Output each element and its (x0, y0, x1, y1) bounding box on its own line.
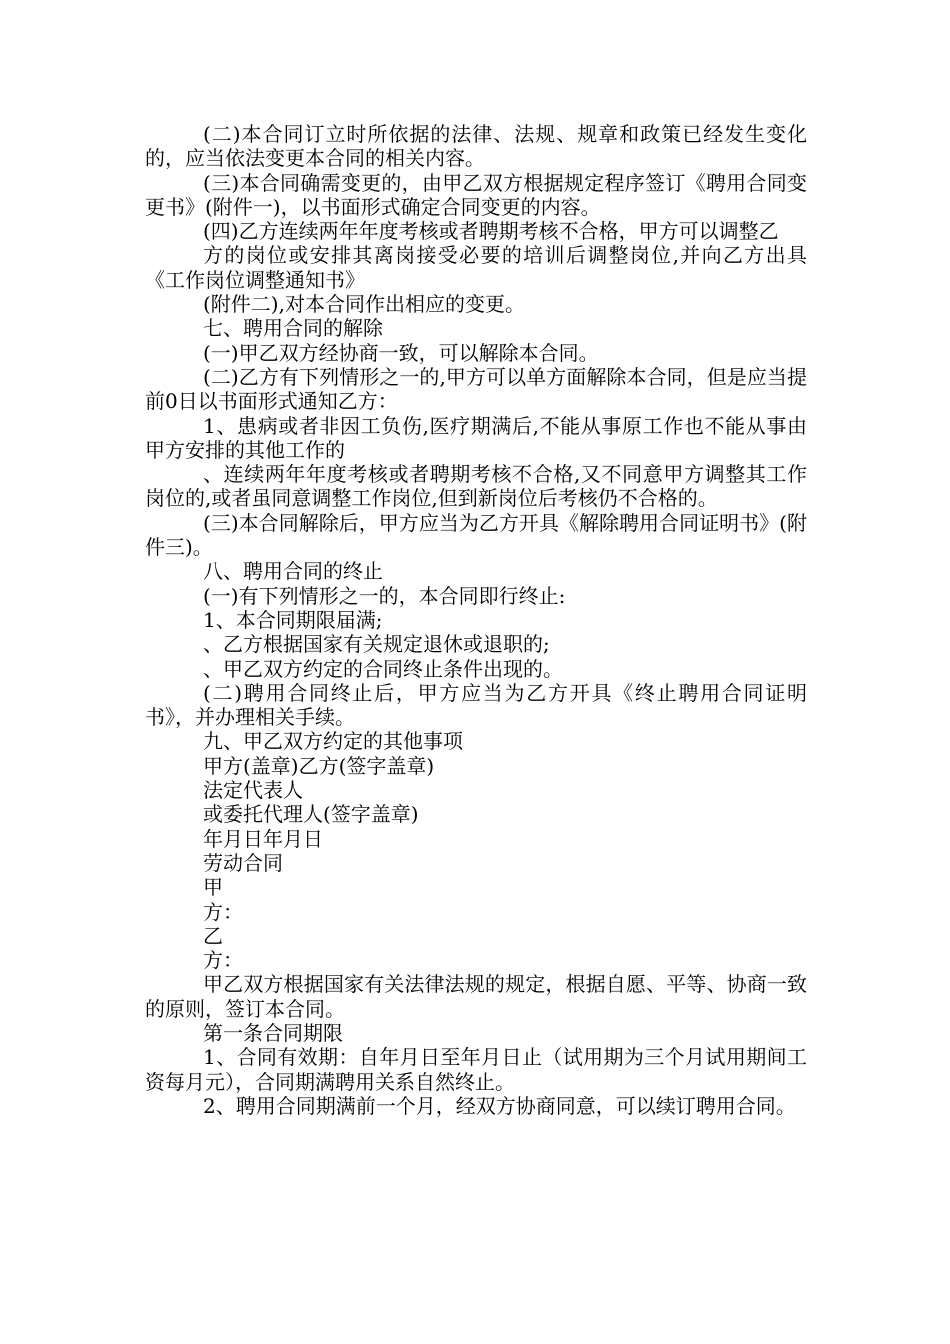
list-item-agreed-condition: 、甲乙双方约定的合同终止条件出现的。 (203, 656, 563, 681)
section-heading-termination: 八、聘用合同的终止 (203, 559, 383, 584)
title-labor-contract: 劳动合同 (203, 850, 283, 875)
signature-parties-line: 甲方(盖章)乙方(签字盖章) (203, 753, 435, 778)
paragraph-change-laws: (二)本合同订立时所依据的法律、法规、规章和政策已经发生变化的，应当依法变更本合同的相关内容。 (145, 122, 807, 171)
list-item-illness: 1、患病或者非因工负伤,医疗期满后,不能从事原工作也不能从事由甲方安排的其他工作的 (145, 413, 807, 462)
party-a-label-1: 甲 (203, 875, 223, 900)
signature-agent: 或委托代理人(签字盖章) (203, 802, 419, 827)
paragraph-mutual-dissolution: (一)甲乙双方经协商一致，可以解除本合同。 (203, 340, 599, 365)
signature-dates: 年月日年月日 (203, 826, 323, 851)
contract-text (145, 122, 807, 1118)
section-heading-dissolution: 七、聘用合同的解除 (203, 316, 383, 341)
paragraph-change-agreement: (三)本合同确需变更的，由甲乙双方根据规定程序签订《聘用合同变更书》(附件一)，以书面形式确定合同变更的内容。 (145, 170, 807, 219)
list-item-consecutive-failure: 、连续两年年度考核或者聘期考核不合格,又不同意甲方调整其工作岗位的,或者虽同意调整工作岗位,但到新岗位后考核仍不合格的。 (145, 462, 807, 511)
paragraph-assessment-failure: (四)乙方连续两年年度考核或者聘期考核不合格，甲方可以调整乙 (203, 219, 779, 244)
signature-legal-representative: 法定代表人 (203, 778, 303, 803)
paragraph-termination-certificate: (二)聘用合同终止后，甲方应当为乙方开具《终止聘用合同证明书》，并办理相关手续。 (145, 680, 807, 730)
list-item-term-expired: 1、本合同期限届满; (203, 607, 383, 632)
list-item-retirement: 、乙方根据国家有关规定退休或退职的; (203, 632, 550, 657)
paragraph-attachment-two: (附件二),对本合同作出相应的变更。 (203, 292, 525, 317)
paragraph-termination-conditions: (一)有下列情形之一的，本合同即行终止: (203, 583, 566, 608)
party-a-label-2: 方： (203, 899, 243, 924)
party-b-label-1: 乙 (203, 923, 223, 948)
party-b-label-2: 方： (203, 948, 243, 973)
section-heading-other-matters: 九、甲乙双方约定的其他事项 (203, 729, 463, 754)
paragraph-renewal: 2、聘用合同期满前一个月，经双方协商同意，可以续订聘用合同。 (203, 1093, 796, 1118)
paragraph-position-adjustment: 方的岗位或安排其离岗接受必要的培训后调整岗位,并向乙方出具《工作岗位调整通知书》 (145, 243, 807, 292)
article-heading-term: 第一条合同期限 (203, 1020, 343, 1045)
paragraph-dissolution-certificate: (三)本合同解除后，甲方应当为乙方开具《解除聘用合同证明书》(附件三)。 (145, 510, 807, 560)
paragraph-preamble: 甲乙双方根据国家有关法律法规的规定，根据自愿、平等、协商一致的原则，签订本合同。 (145, 972, 807, 1021)
paragraph-validity-period: 1、合同有效期：自年月日至年月日止（试用期为三个月试用期间工资每月元），合同期满聘用关系自然终止。 (145, 1045, 807, 1094)
paragraph-unilateral-dissolution: (二)乙方有下列情形之一的,甲方可以单方面解除本合同，但是应当提前0日以书面形式通知乙方： (145, 364, 807, 414)
